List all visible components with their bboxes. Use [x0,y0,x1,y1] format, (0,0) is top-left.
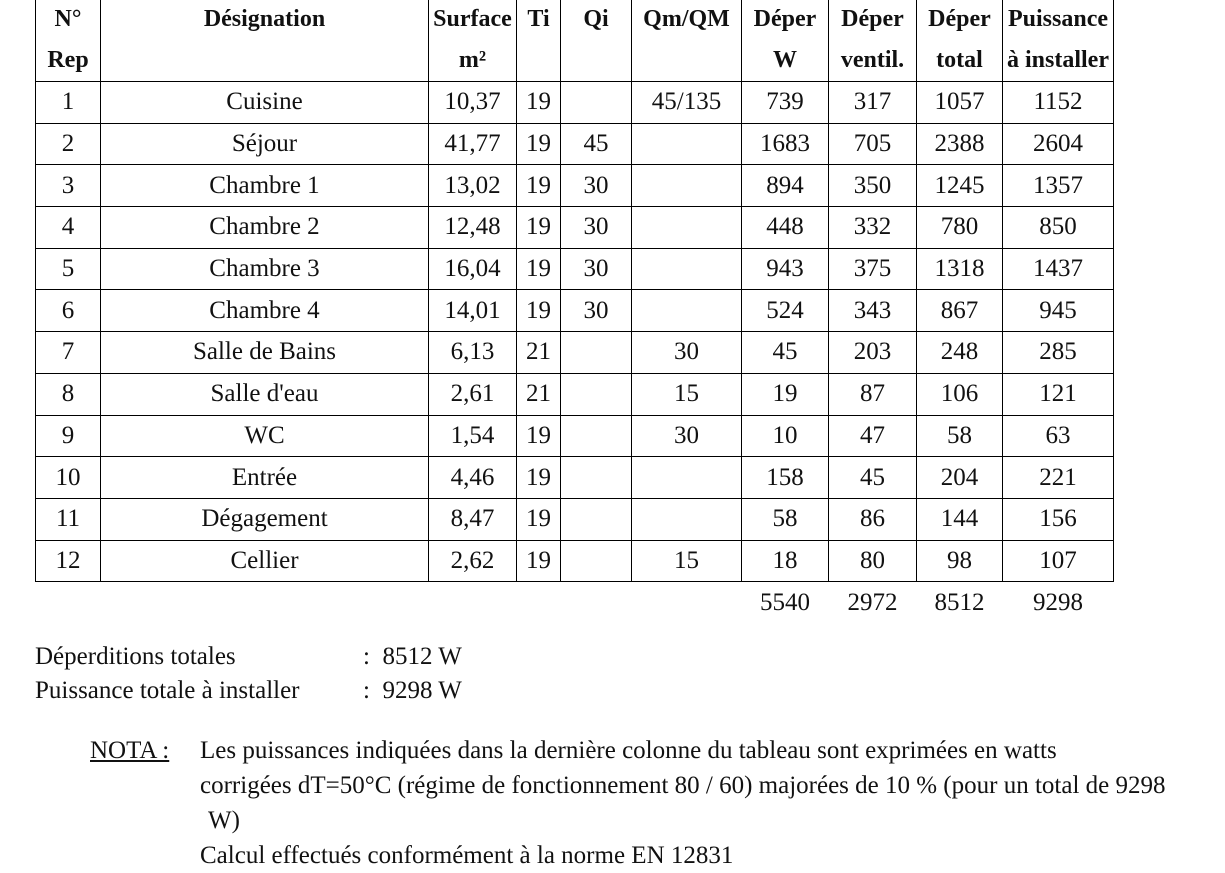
table-cell: 87 [829,373,917,415]
table-cell: 45 [561,123,632,165]
table-cell: 2,61 [429,373,517,415]
table-row [36,290,1114,332]
table-cell: 10 [36,457,101,499]
nota-line-4: Calcul effectués conformément à la norme EN 12831 [200,842,734,869]
table-cell: Chambre 3 [101,248,429,290]
table-cell: Salle d'eau [101,373,429,415]
table-row [36,498,1114,540]
table-cell: 98 [917,540,1003,582]
column-header-line: Déper [928,6,991,32]
table-cell [561,540,632,582]
table-cell: 221 [1003,457,1114,499]
table-cell: 8,47 [429,498,517,540]
table-cell: Chambre 1 [101,165,429,207]
table-cell [632,290,742,332]
column-header-line [517,40,560,81]
table-cell: 63 [1003,415,1114,457]
table-cell: 739 [742,82,829,124]
table-cell: 375 [829,248,917,290]
table-cell: 894 [742,165,829,207]
table-cell: 107 [1003,540,1114,582]
table-cell [632,207,742,249]
column-header [101,0,429,82]
total-cell: 8512 [934,589,985,617]
total-cell: 9298 [1033,589,1083,617]
table-cell: 1057 [917,82,1003,124]
column-header-line: à installer [1007,47,1109,73]
table-cell: 943 [742,248,829,290]
table-cell: 19 [517,290,561,332]
table-cell: 2604 [1003,123,1114,165]
table-row [36,457,1114,499]
column-header-line: Déper [753,6,817,32]
table-cell: 45 [829,457,917,499]
table-cell: 7 [36,332,101,374]
table-row [36,207,1114,249]
table-cell: 19 [517,207,561,249]
table-cell: 41,77 [429,123,517,165]
table-cell: 705 [829,123,917,165]
table-cell: 8 [36,373,101,415]
table-cell: Cuisine [101,82,429,124]
table-cell: Chambre 4 [101,290,429,332]
heat-loss-table [35,0,1114,624]
table-row [36,373,1114,415]
table-cell: 343 [829,290,917,332]
column-header-line: Puissance [1007,6,1108,32]
column-header [429,0,517,82]
table-cell: 30 [632,332,742,374]
column-header-line: Ti [527,6,550,32]
total-cell: 5540 [760,589,810,617]
table-cell: 19 [517,123,561,165]
column-header [829,0,917,82]
column-header-line: Surface [433,6,512,32]
table-row [36,82,1114,124]
table-cell: 45 [742,332,829,374]
table-cell: 13,02 [429,165,517,207]
table-cell: 1152 [1003,82,1114,124]
table-cell: Séjour [101,123,429,165]
total-power-value: : 9298 W [363,677,462,704]
table-cell [632,165,742,207]
table-cell: WC [101,415,429,457]
table-header-row [36,0,1114,82]
table-cell: 16,04 [429,248,517,290]
table-cell: 19 [517,540,561,582]
table-row [36,540,1114,582]
column-header-line: total [936,47,983,73]
table-cell: 19 [742,373,829,415]
column-header-line: ventil. [840,47,905,73]
nota-line-2: corrigées dT=50°C (régime de fonctionnement 80 / 60) majorées de 10 % (pour un total de 9298 [200,772,1166,799]
table-cell: 30 [561,165,632,207]
table-cell: 350 [829,165,917,207]
table-cell: 1357 [1003,165,1114,207]
column-header-line: Déper [841,6,904,32]
table-cell [561,457,632,499]
table-cell: 248 [917,332,1003,374]
table-cell: 47 [829,415,917,457]
table-cell: 780 [917,207,1003,249]
table-cell: 448 [742,207,829,249]
total-losses-row [35,640,462,674]
column-header-line: Qi [583,6,609,32]
table-cell: 19 [517,165,561,207]
table-cell: 1683 [742,123,829,165]
column-header [917,0,1003,82]
table-cell: 30 [632,415,742,457]
table-cell: 6,13 [429,332,517,374]
nota-label: NOTA : [90,737,170,764]
table-cell: 3 [36,165,101,207]
table-cell [561,82,632,124]
nota-line-3: W) [208,807,240,834]
table-cell: 4 [36,207,101,249]
column-header [632,0,742,82]
total-power-label: Puissance totale à installer [35,677,300,704]
table-cell: 867 [917,290,1003,332]
table-cell: 58 [742,498,829,540]
column-header-line [632,40,741,81]
table-cell: 1245 [917,165,1003,207]
table-cell: 1,54 [429,415,517,457]
table-cell: 5 [36,248,101,290]
table-cell: 6 [36,290,101,332]
table-cell: 1 [36,82,101,124]
table-cell: 19 [517,82,561,124]
table-row [36,332,1114,374]
table-cell: 19 [517,457,561,499]
table-cell: 21 [517,332,561,374]
table-cell: 121 [1003,373,1114,415]
table-cell: 15 [632,373,742,415]
table-cell [632,123,742,165]
column-header [517,0,561,82]
nota-line-1: Les puissances indiquées dans la dernière colonne du tableau sont exprimées en watts [200,737,1057,764]
column-header-line: Qm/QM [643,6,730,32]
table-cell: Cellier [101,540,429,582]
table-cell [632,498,742,540]
table-row [36,123,1114,165]
table-cell: 10,37 [429,82,517,124]
table-cell: 203 [829,332,917,374]
table-cell [632,248,742,290]
column-header-line: Rep [47,47,89,73]
table-cell: 14,01 [429,290,517,332]
table-body [36,82,1114,582]
table-cell: 332 [829,207,917,249]
table-cell [632,457,742,499]
table-cell: 30 [561,248,632,290]
column-header-line: m² [458,47,487,73]
table-cell: 1318 [917,248,1003,290]
table-cell [561,498,632,540]
table-row [36,415,1114,457]
table-cell: 524 [742,290,829,332]
totals-row [36,582,1114,625]
table-cell [561,332,632,374]
table-cell: 2 [36,123,101,165]
column-header-line [101,40,428,81]
totals-spacer [36,582,742,625]
table-cell: 2388 [917,123,1003,165]
table-cell: 1437 [1003,248,1114,290]
column-header-line: N° [54,6,82,32]
table-cell: Entrée [101,457,429,499]
table-cell [561,373,632,415]
table-cell: 945 [1003,290,1114,332]
table-cell: 30 [561,290,632,332]
total-power-row [35,674,462,708]
nota-text [200,733,1225,873]
table-cell: 21 [517,373,561,415]
table-cell: 11 [36,498,101,540]
table-cell: 156 [1003,498,1114,540]
table-cell: 850 [1003,207,1114,249]
table-cell: 86 [829,498,917,540]
table-cell: 12 [36,540,101,582]
table-cell: Salle de Bains [101,332,429,374]
table-cell: 4,46 [429,457,517,499]
table-cell: 19 [517,415,561,457]
table-cell: 15 [632,540,742,582]
table-row [36,248,1114,290]
table-cell: 18 [742,540,829,582]
table-cell: 19 [517,248,561,290]
table-cell: 30 [561,207,632,249]
column-header [1003,0,1114,82]
table-cell: 144 [917,498,1003,540]
column-header [561,0,632,82]
table-cell: 45/135 [632,82,742,124]
column-header [742,0,829,82]
total-losses-label: Déperditions totales [35,643,236,670]
table-cell: 19 [517,498,561,540]
table-cell: 204 [917,457,1003,499]
column-header-line: Désignation [203,6,326,32]
column-header-line [561,40,631,81]
column-header [36,0,101,82]
table-cell: 285 [1003,332,1114,374]
total-losses-value: : 8512 W [363,643,462,670]
table-cell: 9 [36,415,101,457]
total-cell: 2972 [847,589,898,617]
summary-block [35,640,462,708]
table-cell: Chambre 2 [101,207,429,249]
table-cell: 58 [917,415,1003,457]
table-cell: 12,48 [429,207,517,249]
table-cell: 10 [742,415,829,457]
table-row [36,165,1114,207]
table-cell: 80 [829,540,917,582]
table-cell: 158 [742,457,829,499]
table-cell: Dégagement [101,498,429,540]
table-cell [561,415,632,457]
column-header-line: W [773,47,797,73]
table-cell: 317 [829,82,917,124]
table-cell: 2,62 [429,540,517,582]
table-cell: 106 [917,373,1003,415]
